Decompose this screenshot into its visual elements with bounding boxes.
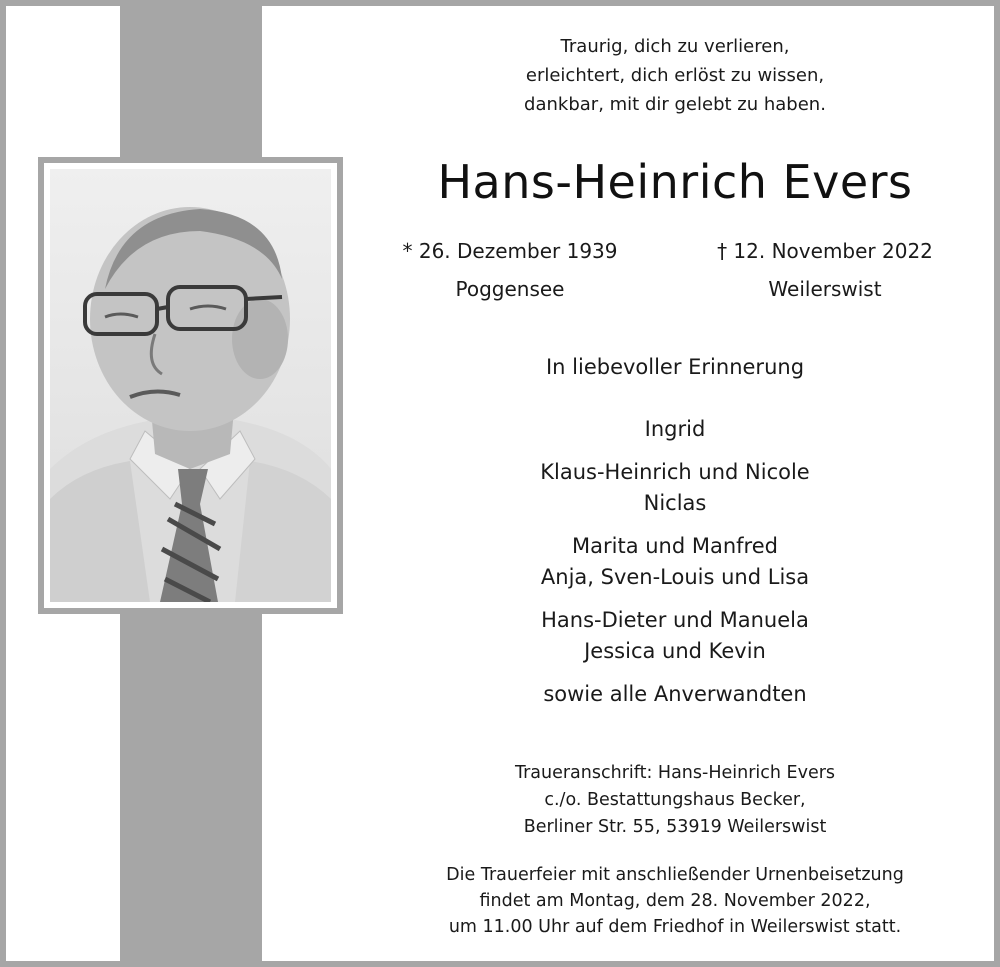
family-line: Marita und Manfred (572, 534, 778, 558)
family-group (340, 605, 1000, 667)
motto-line: dankbar, mit dir gelebt zu haben. (524, 94, 826, 115)
address-line: c./o. Bestattungshaus Becker, (544, 790, 806, 810)
family-list (340, 414, 1000, 722)
motto (340, 32, 1000, 119)
portrait-illustration (50, 169, 331, 602)
family-group (340, 679, 1000, 710)
funeral-service-info (340, 862, 1000, 940)
family-line: Anja, Sven-Louis und Lisa (540, 565, 810, 589)
family-group (340, 457, 1000, 519)
notice-text (340, 0, 1000, 967)
address-line: Traueranschrift: Hans-Heinrich Evers (514, 763, 836, 783)
portrait-frame (38, 157, 343, 614)
family-group (340, 414, 1000, 445)
mourning-address (340, 760, 1000, 841)
life-dates (340, 232, 1000, 302)
service-line: findet am Montag, dem 28. November 2022, (479, 891, 871, 911)
motto-line: erleichtert, dich erlöst zu wissen, (525, 65, 825, 86)
birth-place: Poggensee (455, 277, 565, 301)
service-line: Die Trauerfeier mit anschließender Urnenbeisetzung (446, 865, 904, 885)
family-line: Jessica und Kevin (584, 639, 766, 663)
family-line: Hans-Dieter und Manuela (541, 608, 809, 632)
death-info (675, 232, 975, 308)
motto-line: Traurig, dich zu verlieren, (560, 36, 790, 57)
portrait-photo (50, 169, 331, 602)
death-date: † 12. November 2022 (717, 239, 933, 263)
memorial-line: In liebevoller Erinnerung (545, 355, 805, 379)
family-line: Niclas (643, 491, 707, 515)
birth-date: * 26. Dezember 1939 (402, 239, 618, 263)
family-line: Ingrid (644, 417, 706, 441)
portrait-mat (44, 163, 337, 608)
address-line: Berliner Str. 55, 53919 Weilerswist (523, 817, 827, 837)
death-place: Weilerswist (768, 277, 882, 301)
family-line: Klaus-Heinrich und Nicole (540, 460, 810, 484)
family-line: sowie alle Anverwandten (543, 682, 807, 706)
deceased-name: Hans-Heinrich Evers (437, 155, 913, 209)
birth-info (360, 232, 660, 308)
service-line: um 11.00 Uhr auf dem Friedhof in Weilerswist statt. (448, 917, 902, 937)
family-group (340, 531, 1000, 593)
